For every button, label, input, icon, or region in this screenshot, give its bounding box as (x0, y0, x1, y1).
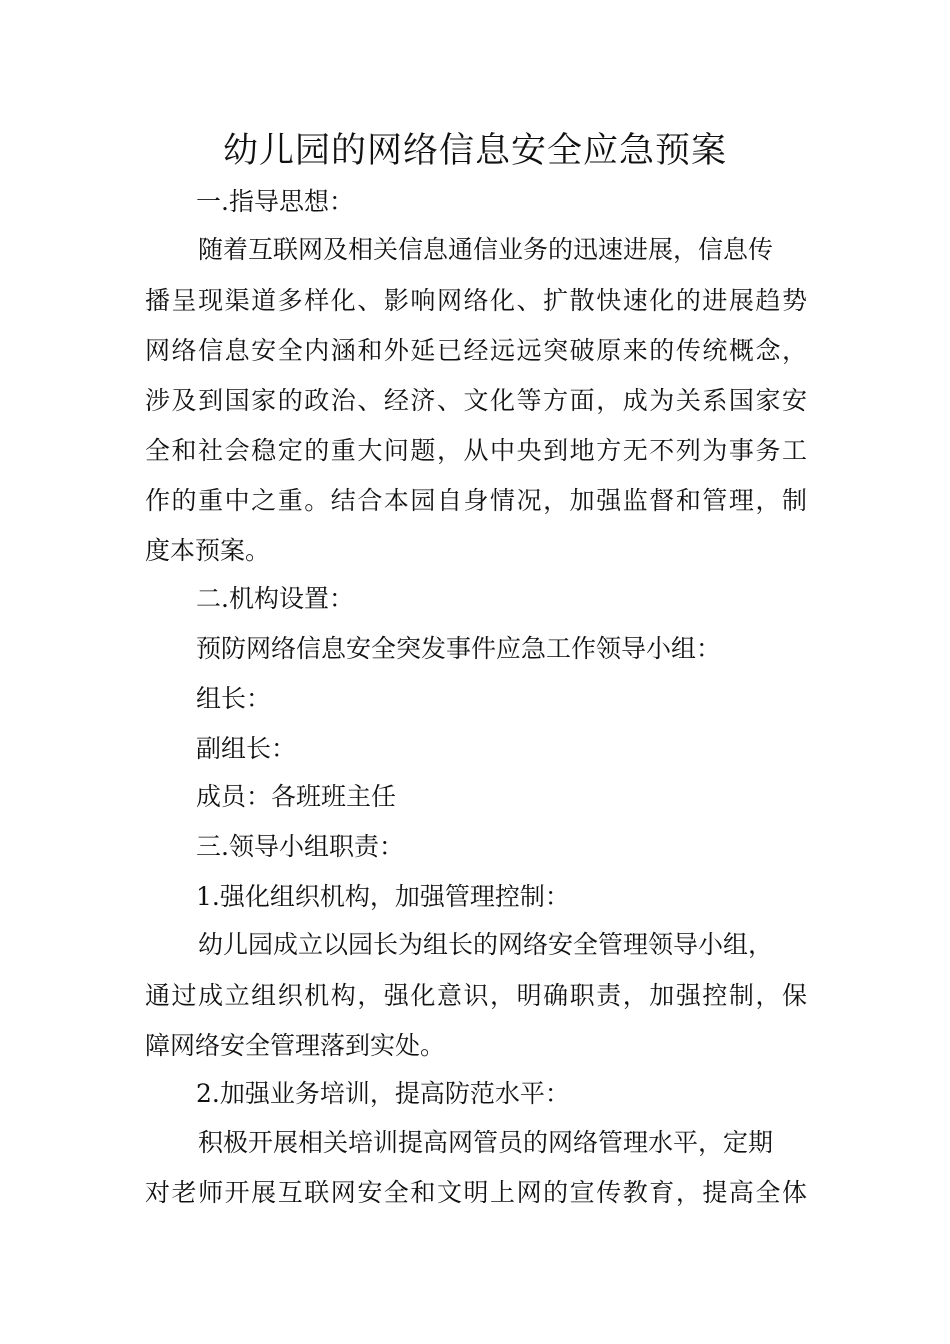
document-title: 幼儿园的网络信息安全应急预案 (222, 131, 727, 171)
section-heading-organization: 二.机构设置： (196, 584, 354, 613)
deputy-leader-label: 副组长： (196, 734, 297, 763)
paragraph-line: 幼儿园成立以园长为组长的网络安全管理领导小组， (198, 930, 774, 959)
item-heading: 1.强化组织机构，加强管理控制： (196, 882, 570, 911)
paragraph-line: 随着互联网及相关信息通信业务的迅速进展，信息传 (198, 235, 774, 264)
item-heading: 2.加强业务培训，提高防范水平： (196, 1079, 570, 1108)
paragraph-line: 全和社会稳定的重大问题，从中央到地方无不列为事务工 (145, 436, 807, 465)
paragraph-line: 障网络安全管理落到实处。 (145, 1031, 446, 1060)
paragraph-line: 网络信息安全内涵和外延已经远远突破原来的传统概念， (145, 336, 807, 365)
section-heading-responsibilities: 三.领导小组职责： (196, 832, 404, 861)
paragraph-line: 通过成立组织机构，强化意识，明确职责，加强控制，保 (145, 981, 807, 1010)
members-label: 成员：各班班主任 (196, 782, 397, 811)
group-name: 预防网络信息安全突发事件应急工作领导小组： (196, 634, 722, 663)
paragraph-line: 播呈现渠道多样化、影响网络化、扩散快速化的进展趋势 (145, 286, 807, 315)
paragraph-line: 涉及到国家的政治、经济、文化等方面，成为关系国家安 (145, 386, 807, 415)
paragraph-line: 积极开展相关培训提高网管员的网络管理水平，定期 (198, 1128, 774, 1157)
leader-label: 组长： (196, 684, 272, 713)
paragraph-line: 作的重中之重。结合本园自身情况，加强监督和管理，制 (145, 486, 807, 515)
paragraph-line: 度本预案。 (145, 536, 271, 565)
paragraph-line: 对老师开展互联网安全和文明上网的宣传教育，提高全体 (145, 1178, 807, 1207)
section-heading-guiding-ideology: 一.指导思想： (196, 187, 354, 216)
